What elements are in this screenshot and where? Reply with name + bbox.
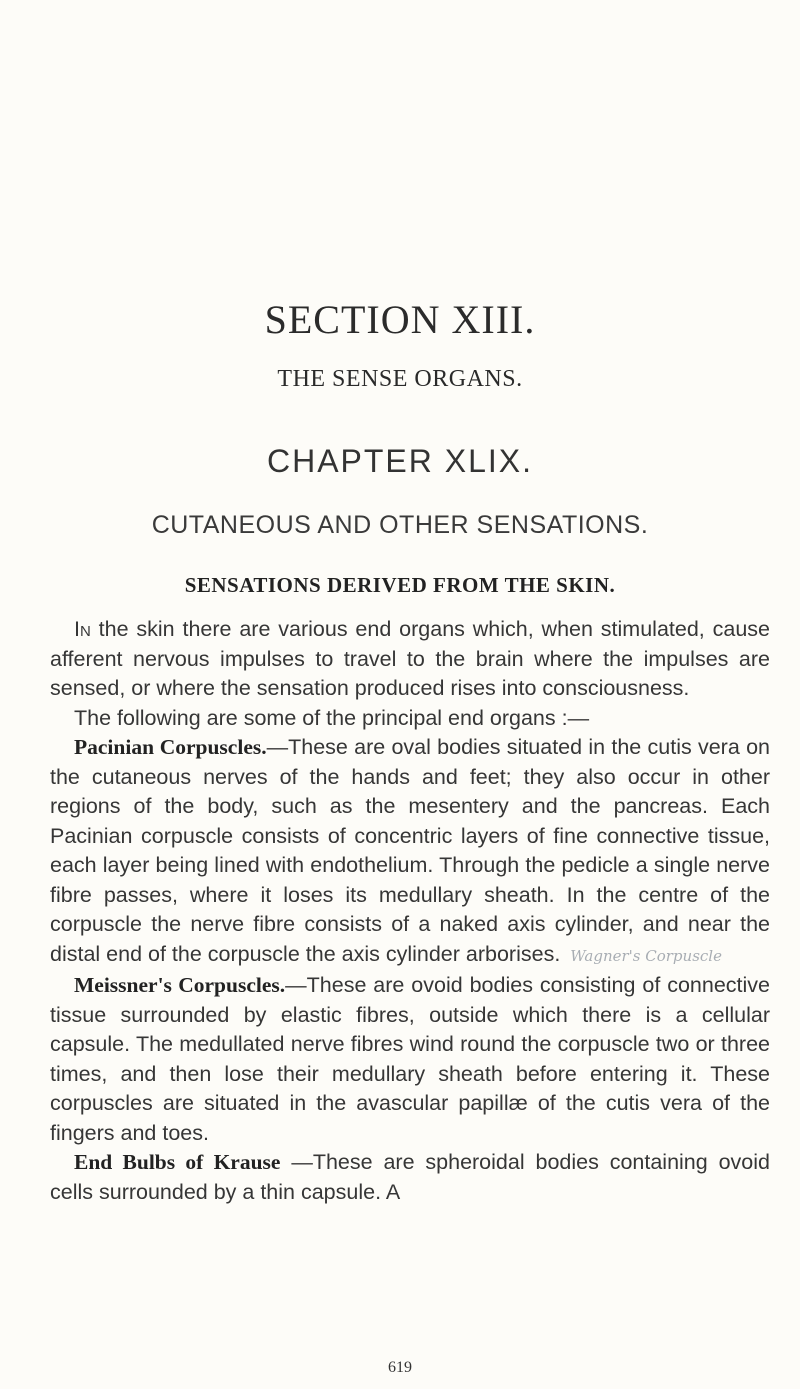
chapter-heading: CHAPTER XLIX. <box>266 443 534 479</box>
body-text <box>50 615 770 1207</box>
part-title: THE SENSE ORGANS. <box>277 366 523 392</box>
paragraph-text: the skin there are various end organs which, when stimulated, cause afferent nervous impulses to travel to the brain where the impulses are sensed, or where the sensation produced rises into consciousness. <box>50 617 770 700</box>
paragraph-krause <box>50 1148 770 1207</box>
term-end-bulbs-of-krause: End Bulbs of Krause <box>74 1150 281 1174</box>
section-subheading: SENSATIONS DERIVED FROM THE SKIN. <box>184 573 616 597</box>
section-heading: SECTION XIII. <box>264 297 536 342</box>
paragraph-pacinian <box>50 733 770 971</box>
paragraph-principal: The following are some of the principal end organs :— <box>74 705 590 730</box>
paragraph-lead-word: In <box>74 617 91 641</box>
paragraph-intro <box>50 615 770 704</box>
term-meissners-corpuscles: Meissner's Corpuscles. <box>74 973 286 997</box>
page-number: 619 <box>388 1359 412 1376</box>
paragraph-text: —These are spheroidal bodies containing ovoid cells surrounded by a thin capsule. A <box>50 1150 770 1204</box>
paragraph-text: —These are oval bodies situated in the cutis vera on the cutaneous nerves of the hands and feet; they also occur in other regions of the body, such as the mesentery and the pancreas. Each Pacinian corpuscle consists of concentric layers of fine connective tissue, each layer being lined with endothelium. Through the pedicle a single nerve fibre passes, where it loses its medullary sheath. In the centre of the corpuscle the nerve fibre consists of a naked axis cylinder, and near the distal end of the corpuscle the axis cylinder arborises. <box>50 735 770 966</box>
paragraph-text: —These are ovoid bodies consisting of connective tissue surrounded by elastic fibres, outside which there is a cellular capsule. The medullated nerve fibres wind round the corpuscle two or three times, and then lose their medullary sheath before entering it. These corpuscles are situated in the avascular papillæ of the cutis vera of the fingers and toes. <box>50 973 770 1145</box>
chapter-title: CUTANEOUS AND OTHER SENSATIONS. <box>151 511 649 539</box>
paragraph-meissner <box>50 971 770 1148</box>
term-pacinian-corpuscles: Pacinian Corpuscles. <box>74 735 267 759</box>
handwritten-annotation: Wagner's Corpuscle <box>570 946 722 965</box>
